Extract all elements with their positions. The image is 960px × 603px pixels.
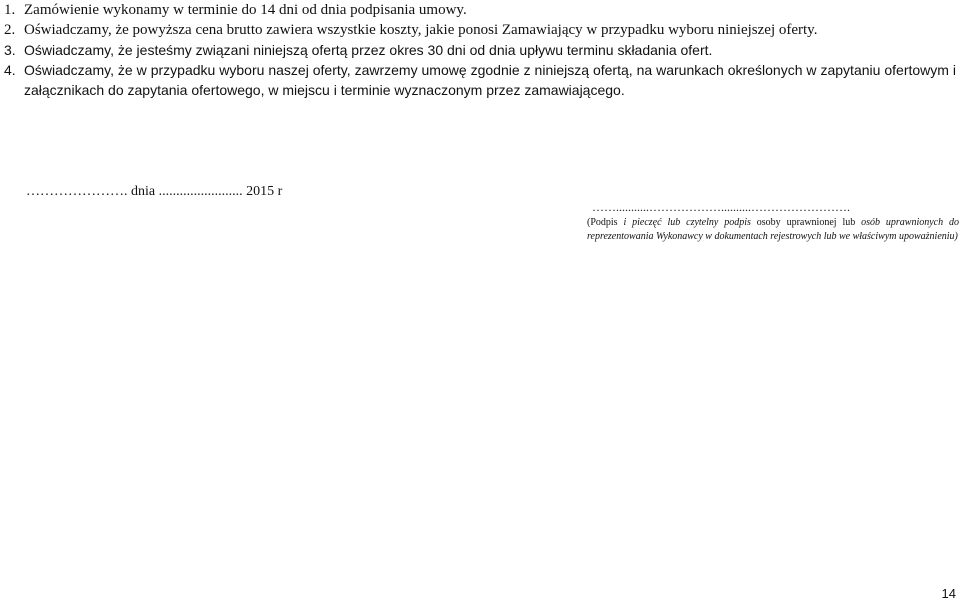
caption-part-4: osób uprawnionych do reprezentowania Wykonawcy w dokumentach rejestrowych lub we właściwym upoważnieniu) <box>587 217 960 242</box>
caption-part-2: i pieczęć lub czytelny podpis <box>623 217 751 228</box>
declaration-text: Oświadczamy, że powyższa cena brutto zawiera wszystkie koszty, jakie ponosi Zamawiający w przypadku wyboru niniejszej oferty. <box>24 22 818 38</box>
declaration-item-3 <box>4 40 956 60</box>
page-number: 14 <box>941 586 956 601</box>
declaration-text: Oświadczamy, że jesteśmy związani niniejszą ofertą przez okres 30 dni od dnia upływu terminu składania ofert. <box>24 42 713 58</box>
place-date-line: …………………. dnia ........................ 2015 r <box>26 184 283 199</box>
declaration-text: Zamówienie wykonamy w terminie do 14 dni od dnia podpisania umowy. <box>24 2 467 18</box>
signature-caption <box>587 216 959 243</box>
declarations-list <box>4 0 956 100</box>
declaration-text: Oświadczamy, że w przypadku wyboru naszej oferty, zawrzemy umowę zgodnie z niniejszą ofertą, na warunkach określonych w zapytaniu ofertowym i załącznikach do zapytania ofertowego, w miejscu i terminie wyznaczonym przez zamawiającego. <box>24 62 956 98</box>
caption-part-1: (Podpis <box>587 217 624 228</box>
declaration-number: 3. <box>4 42 16 58</box>
declaration-number: 4. <box>4 62 16 78</box>
declaration-number: 2. <box>4 22 16 38</box>
caption-part-3: osoby uprawnionej lub <box>750 217 862 228</box>
declaration-item-4 <box>4 60 956 100</box>
declaration-item-2 <box>4 20 956 40</box>
signature-line: ……...........………………..........……………………. <box>592 200 850 214</box>
declaration-item-1 <box>4 0 956 20</box>
declaration-number: 1. <box>4 2 16 18</box>
